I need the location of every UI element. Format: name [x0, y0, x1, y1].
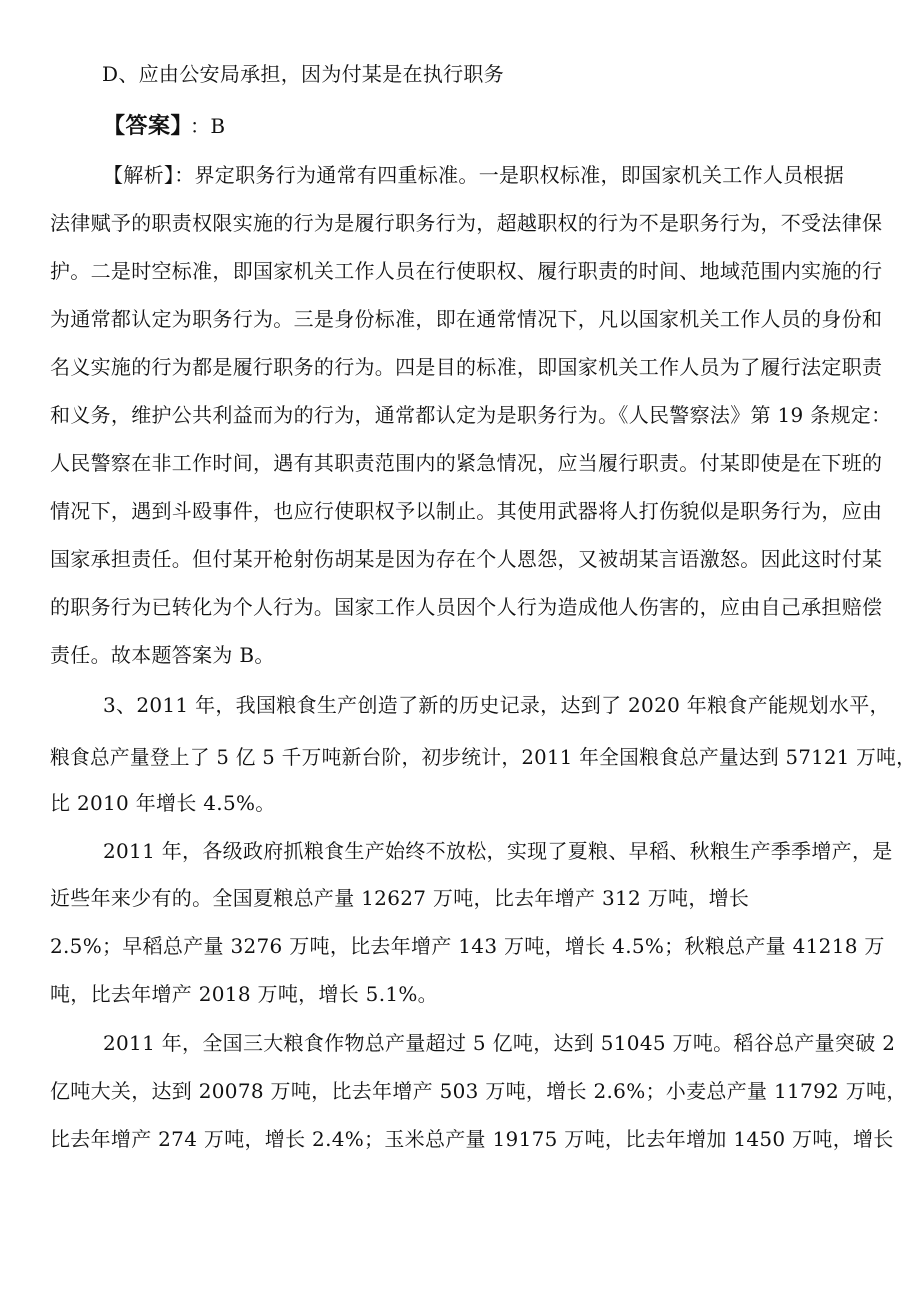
answer-label: 【答案】	[103, 114, 183, 139]
analysis-line: 国家承担责任。但付某开枪射伤胡某是因为存在个人恩怨，又被胡某言语激怒。因此这时付某	[50, 547, 883, 571]
paragraph-line: 2.5%；早稻总产量 3276 万吨，比去年增产 143 万吨，增长 4.5%；秋粮总产量 41218 万	[50, 934, 885, 958]
analysis-line: 和义务，维护公共利益而为的行为，通常都认定为是职务行为。《人民警察法》第 19 条规定：	[50, 403, 892, 427]
paragraph-line: 亿吨大关，达到 20078 万吨，比去年增产 503 万吨，增长 2.6%；小麦总产量 11792 万吨，	[50, 1079, 907, 1103]
analysis-line: 人民警察在非工作时间，遇有其职责范围内的紧急情况，应当履行职责。付某即使是在下班的	[50, 451, 883, 475]
paragraph-line: 近些年来少有的。全国夏粮总产量 12627 万吨，比去年增产 312 万吨，增长	[50, 886, 750, 910]
analysis-line: 法律赋予的职责权限实施的行为是履行职务行为，超越职权的行为不是职务行为，不受法律保	[50, 211, 883, 235]
analysis-line: 为通常都认定为职务行为。三是身份标准，即在通常情况下，凡以国家机关工作人员的身份和	[50, 307, 883, 331]
paragraph-line: 2011 年，全国三大粮食作物总产量超过 5 亿吨，达到 51045 万吨。稻谷总产量突破 2	[103, 1031, 896, 1055]
option-d: D、应由公安局承担，因为付某是在执行职务	[102, 62, 505, 86]
analysis-label: 【解析】：	[103, 163, 195, 187]
paragraph-line: 2011 年，各级政府抓粮食生产始终不放松，实现了夏粮、早稻、秋粮生产季季增产，是	[103, 839, 893, 863]
answer-value: B	[210, 114, 226, 138]
analysis-line: 的职务行为已转化为个人行为。国家工作人员因个人行为造成他人伤害的，应由自己承担赔偿	[50, 595, 883, 619]
analysis-line: 责任。故本题答案为 B。	[50, 643, 275, 667]
paragraph-line: 比 2010 年增长 4.5%。	[50, 791, 276, 815]
paragraph-line: 吨，比去年增产 2018 万吨，增长 5.1%。	[50, 982, 438, 1006]
analysis-line: 名义实施的行为都是履行职务的行为。四是目的标准，即国家机关工作人员为了履行法定职责	[50, 355, 883, 379]
paragraph-line: 比去年增产 274 万吨，增长 2.4%；玉米总产量 19175 万吨，比去年增加 1450 万吨，增长	[50, 1127, 894, 1151]
analysis-line: 情况下，遇到斗殴事件，也应行使职权予以制止。其使用武器将人打伤貌似是职务行为，应由	[50, 499, 883, 523]
answer-row	[103, 112, 225, 141]
answer-separator: ：	[190, 114, 211, 138]
analysis-line: 护。二是时空标准，即国家机关工作人员在行使职权、履行职责的时间、地域范围内实施的行	[50, 259, 883, 283]
analysis-line: 【解析】：界定职务行为通常有四重标准。一是职权标准，即国家机关工作人员根据	[103, 163, 845, 187]
paragraph-line: 3、2011 年，我国粮食生产创造了新的历史记录，达到了 2020 年粮食产能规划水平，	[103, 693, 890, 717]
paragraph-line: 粮食总产量登上了 5 亿 5 千万吨新台阶，初步统计，2011 年全国粮食总产量达到 57121 万吨，	[50, 745, 917, 769]
